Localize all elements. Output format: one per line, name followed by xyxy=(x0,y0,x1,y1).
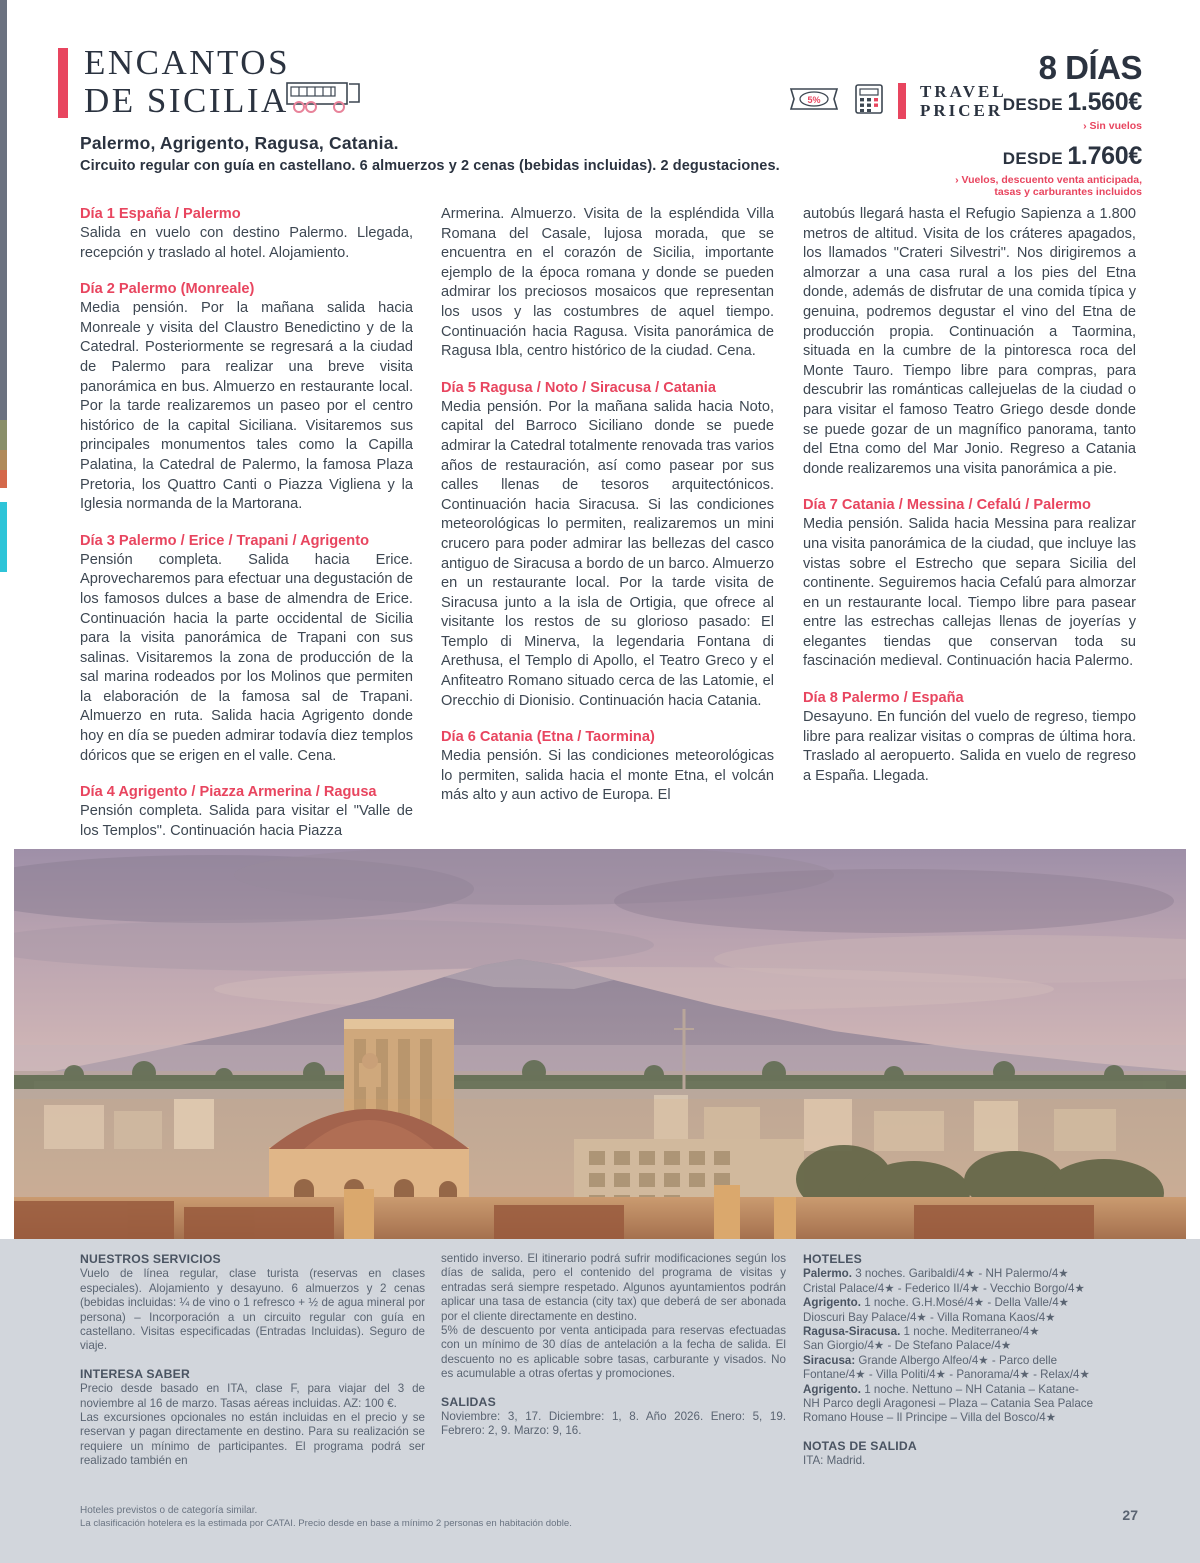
day-heading: Día 8 Palermo / España xyxy=(803,690,964,707)
hotel-names: Grande Albergo Alfeo/4★ - Parco delle xyxy=(855,1353,1058,1367)
day-body: Media pensión. Por la mañana salida hacia Monreale y visita del Claustro Benedictino y de la Catedral. Posteriormente se regresará a la ciudad de Palermo para realizar una breve visita panorámica en bus. Almuerzo en restaurante local. Por la tarde realizaremos un paseo por el centro histórico de la capital Siciliana. Visitaremos sus principales monumentos tales como la Capilla Palatina, la Catedral de Palermo, la famosa Plaza Pretoria, los Quattro Canti o Piazza Vigliena y la Iglesia normanda de la Martorana. xyxy=(80,300,413,513)
hotel-line xyxy=(803,1411,1148,1425)
interesa-saber-heading: INTERESA SABER xyxy=(80,1366,191,1381)
services-body: Vuelo de línea regular, clase turista (reservas en clases especiales). Alojamiento y desayuno. 6 almuerzos y 2 cenas (bebidas incluidas: ¼ de vino o 1 refresco + ½ de agua mineral por persona) – Incorporación a un circuito regular con guía en castellano. Visitas especificadas (Entradas Incluidas). Seguro de viaje. xyxy=(80,1267,425,1353)
hotel-line xyxy=(803,1296,1148,1310)
itinerary-day-6 xyxy=(441,728,774,806)
svg-text:5%: 5% xyxy=(807,94,821,105)
hotel-city: Agrigento. xyxy=(803,1296,861,1310)
pricing-block xyxy=(812,50,1142,198)
hotel-line xyxy=(803,1368,1148,1382)
price-note-2 xyxy=(812,174,1142,198)
day-body: Desayuno. En función del vuelo de regreso, tiempo libre para realizar visitas o compras de última hora. Traslado al aeropuerto. Salida en vuelo de regreso a España. Llegada. xyxy=(803,709,1136,784)
itinerary-column-3 xyxy=(803,205,1136,803)
hotel-list xyxy=(803,1267,1148,1425)
title-line-2: DE SICILIA xyxy=(84,81,289,120)
day-heading: Día 3 Palermo / Erice / Trapani / Agrigento xyxy=(80,532,369,549)
price-value-1: 1.560€ xyxy=(1067,88,1142,116)
hotel-city: Agrigento. xyxy=(803,1382,861,1396)
hotel-line xyxy=(803,1339,1148,1353)
destination-photo xyxy=(14,849,1186,1239)
hotel-names: 1 noche. G.H.Mosé/4★ - Della Valle/4★ xyxy=(860,1296,1070,1310)
chevron-right-icon: › xyxy=(1083,120,1087,132)
hotel-line xyxy=(803,1282,1148,1296)
hotel-names: 1 noche. Nettuno – NH Catania – Katane- xyxy=(860,1382,1079,1396)
hotel-line xyxy=(803,1311,1148,1325)
itinerary-column-2 xyxy=(441,205,774,823)
day-body: Media pensión. Salida hacia Messina para realizar una visita panorámica de la ciudad, que incluye las vistas sobre el Estrecho que separa Sicilia del continente. Seguiremos hacia Cefalú para almorzar en un restaurante local. Tiempo libre para pasear entre las estrechas callejas llenas de joyerías y elegantes tiendas que conservan toda su fascinación medieval. Continuación hacia Palermo. xyxy=(803,516,1136,670)
day-heading: Día 2 Palermo (Monreale) xyxy=(80,281,255,298)
itinerary-day-6-continued xyxy=(803,205,1136,479)
brand-name-line-2: PRICER xyxy=(920,101,1004,120)
itinerary-column-1 xyxy=(80,205,413,858)
destinations-subtitle: Palermo, Agrigento, Ragusa, Catania. xyxy=(80,133,399,153)
salidas-heading: SALIDAS xyxy=(441,1394,496,1409)
itinerary-day-5 xyxy=(441,379,774,712)
salidas-body: Noviembre: 3, 17. Diciembre: 1, 8. Año 2026. Enero: 5, 19. Febrero: 2, 9. Marzo: 9, 16. xyxy=(441,1410,786,1438)
title-accent-bar xyxy=(58,48,68,118)
duration-label: 8 DÍAS xyxy=(1038,49,1142,86)
hotel-city: Siracusa: xyxy=(803,1353,856,1367)
title-line-1: ENCANTOS xyxy=(84,43,291,82)
desde-label-1: DESDE xyxy=(1002,95,1063,114)
chevron-right-icon-2: › xyxy=(955,174,959,186)
page-title xyxy=(84,44,290,120)
footer-line-2: La clasificación hotelera es la estimada por CATAI. Precio desde en base a mínimo 2 personas en habitación doble. xyxy=(80,1518,572,1529)
tour-description: Circuito regular con guía en castellano. 6 almuerzos y 2 cenas (bebidas incluidas). 2 degustaciones. xyxy=(80,158,780,174)
price-note-1 xyxy=(812,120,1142,132)
page-number: 27 xyxy=(1122,1507,1138,1523)
day-body: Media pensión. Si las condiciones meteorológicas lo permiten, salida hacia el monte Etna, el volcán más alto y aun activo de Europa. El xyxy=(441,748,774,804)
itinerary-day-1 xyxy=(80,205,413,263)
itinerary-day-8 xyxy=(803,689,1136,786)
page-footer xyxy=(80,1504,980,1530)
panel-column-services xyxy=(80,1252,425,1482)
hotel-names: Fontane/4★ - Villa Politi/4★ - Panorama/4★ - Relax/4★ xyxy=(803,1368,1090,1382)
hoteles-heading: HOTELES xyxy=(803,1252,862,1266)
hotel-line xyxy=(803,1325,1148,1339)
hotel-names: Romano House – Il Principe – Villa del Bosco/4★ xyxy=(803,1411,1057,1425)
price-note-1-text: Sin vuelos xyxy=(1089,120,1142,132)
price-row-with-flights xyxy=(812,142,1142,171)
conditions-body-2: 5% de descuento por venta anticipada para reservas efectuadas con un mínimo de 30 días de antelación a la fecha de salida. El descuento no es aplicable sobre tasas, carburante y visados. No es acumulable a otras ofertas y promociones. xyxy=(441,1324,786,1381)
hotel-names: Dioscuri Bay Palace/4★ - Villa Romana Kaos/4★ xyxy=(803,1310,1056,1324)
hotel-names: San Giorgio/4★ - De Stefano Palace/4★ xyxy=(803,1339,1012,1353)
panel-column-hotels xyxy=(803,1252,1148,1482)
itinerary-day-7 xyxy=(803,496,1136,672)
day-body: Salida en vuelo con destino Palermo. Llegada, recepción y traslado al hotel. Alojamiento. xyxy=(80,225,413,261)
hotel-names: 1 noche. Mediterraneo/4★ xyxy=(900,1325,1040,1339)
hotel-line xyxy=(803,1383,1148,1397)
interesa-saber-body-2: Las excursiones opcionales no están incluidas en el precio y se reservan y pagan directamente en destino. Para su realización se requiere un mínimo de participantes. El programa podrá ser realizado también en xyxy=(80,1411,425,1468)
hotel-city: Palermo. xyxy=(803,1267,852,1281)
hotel-line xyxy=(803,1397,1148,1411)
hotel-names: Cristal Palace/4★ - Federico II/4★ - Vecchio Borgo/4★ xyxy=(803,1281,1085,1295)
day-heading: Día 7 Catania / Messina / Cefalú / Palermo xyxy=(803,497,1091,514)
footer-line-1: Hoteles previstos o de categoría similar. xyxy=(80,1505,258,1516)
hotel-line xyxy=(803,1354,1148,1368)
day-body: Pensión completa. Salida hacia Erice. Aprovecharemos para efectuar una degustación de los famosos dulces a base de almendra de Erice. Continuación hacia la parte occidental de Sicilia para la visita panorámica de Trapani con sus salinas. Visitaremos la zona de producción de la sal marina rodeados por los Molinos que permiten la elaboración de la famosa sal de Trapani. Almuerzo en ruta. Salida hacia Agrigento donde hoy en día se pueden admirar todavía diez templos dóricos que se erigen en el valle. Cena. xyxy=(80,551,413,764)
notas-salida-heading: NOTAS DE SALIDA xyxy=(803,1438,917,1453)
day-heading: Día 1 España / Palermo xyxy=(80,206,241,222)
day-heading: Día 5 Ragusa / Noto / Siracusa / Catania xyxy=(441,379,716,396)
day-body: Armerina. Almuerzo. Visita de la espléndida Villa Romana del Casale, lujosa morada, que se encuentra en el corazón de Sicilia, importante ejemplo de la época romana y donde se pueden admirar los preciosos mosaicos que representan los usos y las costumbres de aquel tiempo. Continuación hacia Ragusa. Visita panorámica de Ragusa Ibla, centro histórico de la ciudad. Cena. xyxy=(441,206,774,360)
page-header xyxy=(0,0,1200,198)
bus-icon xyxy=(285,80,363,121)
day-heading: Día 6 Catania (Etna / Taormina) xyxy=(441,729,655,746)
itinerary-day-4 xyxy=(80,783,413,841)
itinerary-day-3 xyxy=(80,532,413,767)
price-row-without-flights xyxy=(812,88,1142,117)
price-value-2: 1.760€ xyxy=(1067,142,1142,170)
day-body: Media pensión. Por la mañana salida hacia Noto, capital del Barroco Siciliano donde se puede admirar la Catedral totalmente renovada tras varios años de restauración, así como pasear por sus calles llenas de tesoros arquitectónicos. Continuación hacia Siracusa. Si las condiciones meteorológicas lo permiten, realizaremos un mini crucero para poder admirar las bellezas del casco antiguo de Siracusa a bordo de un barco. Almuerzo en un restaurante local. Por la tarde visita de Siracusa junto a la isla de Ortigia, que ofrece al visitante los restos de su glorioso pasado: El Templo di Minerva, la legendaria Fontana di Arethusa, el Templo di Apollo, el Teatro Greco y el Anfiteatro Romano situado cerca de las Latomie, el Orecchio di Dionisio. Continuación hacia Catania. xyxy=(441,398,774,709)
hotel-line xyxy=(803,1267,1148,1281)
day-heading: Día 4 Agrigento / Piazza Armerina / Ragusa xyxy=(80,784,377,801)
day-body: Pensión completa. Salida para visitar el "Valle de los Templos". Continuación hacia Piazza xyxy=(80,803,413,839)
price-note-2-line-2: tasas y carburantes incluidos xyxy=(994,186,1142,198)
itinerary-day-2 xyxy=(80,280,413,515)
brand-name-line-1: TRAVEL xyxy=(920,82,1007,101)
conditions-body-1: sentido inverso. El itinerario podrá sufrir modificaciones según los días de salida, pero el contenido del programa de visitas y entradas será siempre respetado. Algunos ayuntamientos podrán aplicar una tasa de estancia (city tax) que deberá de ser abonada por el cliente directamente en destino. xyxy=(441,1252,786,1323)
day-body: autobús llegará hasta el Refugio Sapienza a 1.800 metros de altitud. Visita de los cráteres apagados, los llamados "Crateri Silvestri". Nos dirigiremos a almorzar a una casa rural a los pies del Etna donde, además de disfrutar de una comida típica y genuina, podremos degustar el vino del Etna de producción propia. Continuación a Taormina, situada en la cumbre de la pintoresca roca del Monte Tauro. Tiempo libre para compras, para descubrir las románticas callejuelas de la ciudad o para visitar el famoso Teatro Griego desde donde se puede gozar de un magnífico panorama, tanto del Etna como del Mar Jonio. Regreso a Catania donde realizaremos una visita panorámica a pie. xyxy=(803,206,1136,477)
hotel-names: 3 noches. Garibaldi/4★ - NH Palermo/4★ xyxy=(851,1267,1069,1281)
itinerary-day-4-continued xyxy=(441,205,774,362)
panel-column-conditions xyxy=(441,1252,786,1452)
hotel-city: Ragusa-Siracusa. xyxy=(803,1325,901,1339)
interesa-saber-body-1: Precio desde basado en ITA, clase F, para viajar del 3 de noviembre al 16 de marzo. Tasas aéreas incluidas. AZ: 100 €. xyxy=(80,1382,425,1410)
hotel-names: NH Parco degli Aragonesi – Plaza – Catania Sea Palace xyxy=(803,1397,1094,1411)
notas-salida-body: ITA: Madrid. xyxy=(803,1454,866,1468)
price-note-2-line-1: Vuelos, descuento venta anticipada, xyxy=(961,174,1142,186)
services-heading: NUESTROS SERVICIOS xyxy=(80,1252,221,1266)
desde-label-2: DESDE xyxy=(1002,149,1063,168)
